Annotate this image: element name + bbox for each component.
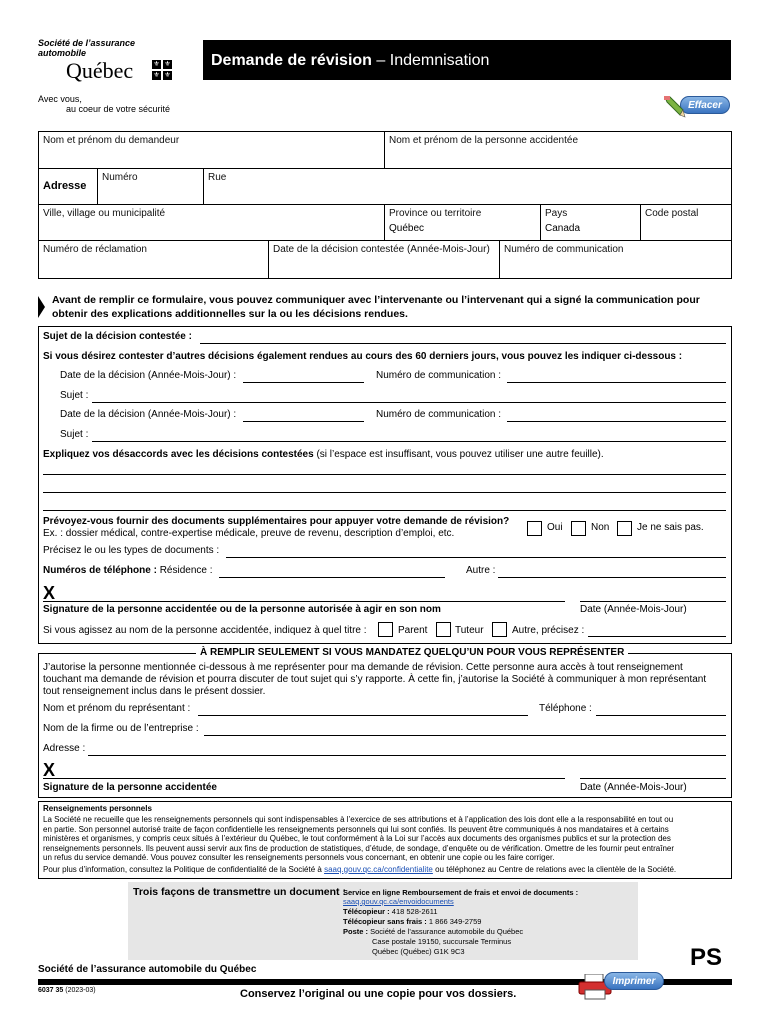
telecopieur-value: 418 528-2611 xyxy=(391,907,438,916)
input-date-decision-2[interactable] xyxy=(243,421,364,422)
form-number-date: (2023-03) xyxy=(63,987,96,994)
label-numero-communication-2: Numéro de communication : xyxy=(376,409,502,420)
input-telephone-residence[interactable] xyxy=(219,577,445,578)
label-ville: Ville, village ou municipalité xyxy=(43,208,166,219)
field-code-postal[interactable] xyxy=(641,205,732,241)
sans-frais-label: Télécopieur sans frais : xyxy=(343,917,427,926)
numeros-tel-bold: Numéros de téléphone : xyxy=(43,565,157,576)
telecopieur-label: Télécopieur : xyxy=(343,907,390,916)
input-date-decision-1[interactable] xyxy=(243,382,364,383)
input-explication-line-3[interactable] xyxy=(43,510,726,511)
label-adresse-representant: Adresse : xyxy=(43,743,86,754)
input-nom-representant[interactable] xyxy=(198,715,528,716)
field-numero[interactable] xyxy=(98,169,204,205)
label-non: Non xyxy=(591,522,610,533)
label-numero-communication-1: Numéro de communication : xyxy=(376,370,502,381)
label-pays: Pays xyxy=(545,208,568,219)
tagline-line-2: au coeur de votre sécurité xyxy=(66,104,171,114)
input-adresse-representant[interactable] xyxy=(88,755,726,756)
label-expliquez xyxy=(43,449,604,460)
telecopieur-line xyxy=(343,907,438,916)
poste-line-2: Case postale 19150, succursale Terminus xyxy=(372,937,512,946)
label-date-signature-2: Date (Année-Mois-Jour) xyxy=(580,782,687,793)
label-autre-telephone: Autre : xyxy=(466,565,496,576)
mandat-section-title: À REMPLIR SEULEMENT SI VOUS MANDATEZ QUELQU’UN POUR VOUS REPRÉSENTER xyxy=(196,647,628,658)
label-precisez-types: Précisez le ou les types de documents : xyxy=(43,545,220,556)
transmettre-title: Trois façons de transmettre un document : xyxy=(133,886,346,898)
input-numero-communication-1[interactable] xyxy=(507,382,726,383)
poste-line-3: Québec (Québec) G1K 9C3 xyxy=(372,947,465,956)
org-line-2: automobile xyxy=(38,48,87,58)
signature-x-mark: X xyxy=(43,583,56,603)
input-explication-line-1[interactable] xyxy=(43,474,726,475)
poste-label: Poste : xyxy=(343,927,369,936)
checkbox-oui[interactable] xyxy=(527,521,542,536)
input-sujet-2[interactable] xyxy=(92,441,726,442)
poste-line xyxy=(343,927,523,936)
imprimer-button[interactable] xyxy=(578,970,668,1002)
label-adresse: Adresse xyxy=(38,169,98,205)
form-number-bold: 6037 35 xyxy=(38,987,64,994)
renseignements-line-1: La Société ne recueille que les renseignements personnels qui sont indispensables à l’exercice de ses attributions et à l’application des lois dont elle a la responsabilité en tout ou xyxy=(43,815,674,824)
field-nom-accidentee[interactable] xyxy=(385,131,732,169)
label-numero: Numéro xyxy=(102,172,138,183)
label-nom-representant: Nom et prénom du représentant : xyxy=(43,703,191,714)
value-province: Québec xyxy=(389,223,425,234)
renseignements-line-5: un refus du service demandé. Vous pouvez consulter les renseignements personnels vous concernant, en obtenir une copie ou les faire corriger. xyxy=(43,853,555,862)
form-title-bar xyxy=(203,40,731,80)
form-title-bold: Demande de révision xyxy=(211,52,372,69)
renseignements-title: Renseignements personnels xyxy=(43,804,152,813)
quebec-logo-text: Québec xyxy=(66,58,134,83)
form-title-rest: – Indemnisation xyxy=(371,52,490,69)
label-date-decision-1: Date de la décision (Année-Mois-Jour) : xyxy=(60,370,237,381)
pencil-eraser-icon xyxy=(662,94,686,118)
label-rue: Rue xyxy=(208,172,227,183)
signature-x-mark-2: X xyxy=(43,760,56,780)
input-telephone-representant[interactable] xyxy=(596,715,726,716)
checkbox-autre-titre[interactable] xyxy=(492,622,507,637)
link-confidentialite[interactable]: saaq.gouv.qc.ca/confidentialite xyxy=(324,864,433,874)
label-sujet-1: Sujet : xyxy=(60,390,89,401)
field-num-communication[interactable] xyxy=(500,241,732,279)
label-code-postal: Code postal xyxy=(645,208,699,219)
label-numeros-telephone xyxy=(43,565,213,576)
label-autres-decisions: Si vous désirez contester d’autres décisions également rendues au cours des 60 derniers jours, vous pouvez les indiquer ci-dessous : xyxy=(43,351,683,362)
sans-frais-value: 1 866 349-2759 xyxy=(428,917,482,926)
input-date-signature-2[interactable] xyxy=(580,778,726,779)
label-residence: Résidence : xyxy=(159,565,213,576)
organization-name xyxy=(38,38,135,58)
label-oui: Oui xyxy=(547,522,563,533)
field-province[interactable] xyxy=(385,205,541,241)
footer-organization: Société de l’assurance automobile du Québec xyxy=(38,964,257,975)
input-numero-communication-2[interactable] xyxy=(507,421,726,422)
input-precisez-types[interactable] xyxy=(226,557,726,558)
effacer-label: Effacer xyxy=(680,96,730,114)
input-explication-line-2[interactable] xyxy=(43,492,726,493)
expliquez-rest: (si l’espace est insuffisant, vous pouvez utiliser une autre feuille). xyxy=(313,449,604,460)
label-parent: Parent xyxy=(398,625,428,636)
link-envoi-documents[interactable]: saaq.gouv.qc.ca/envoidocuments xyxy=(343,897,454,906)
input-signature-accidentee-ou-autorisee[interactable] xyxy=(43,601,565,602)
fleur-de-lis-flag-icon: ⚜ ⚜ ⚜ ⚜ xyxy=(153,61,171,79)
label-signature-accidentee: Signature de la personne accidentée xyxy=(43,782,217,793)
effacer-button[interactable] xyxy=(660,92,732,122)
label-nom-accidentee: Nom et prénom de la personne accidentée xyxy=(389,135,579,146)
tagline-line-1: Avec vous, xyxy=(38,94,82,104)
field-ville[interactable] xyxy=(38,205,385,241)
input-sujet-decision[interactable] xyxy=(200,343,726,344)
tagline xyxy=(38,94,170,114)
label-prevoyez: Prévoyez-vous fournir des documents supplémentaires pour appuyer votre demande de révision? xyxy=(43,516,510,527)
renseignements-line-2: en partie. Son personnel autorisé traite de façon confidentielle les renseignements personnels qui lui sont confiés. Ils peuvent être communiqués à nos mandataires et à certains xyxy=(43,824,669,834)
mandat-para-line-3: tout renseignement inclus dans le présent dossier. xyxy=(43,686,266,697)
input-signature-accidentee[interactable] xyxy=(43,778,565,779)
label-agissez-titre: Si vous agissez au nom de la personne accidentée, indiquez à quel titre : xyxy=(43,625,367,636)
checkbox-parent[interactable] xyxy=(378,622,393,637)
input-autre-precisez[interactable] xyxy=(588,636,726,637)
input-sujet-1[interactable] xyxy=(92,402,726,403)
sans-frais-line xyxy=(343,917,481,926)
renseignements-l6-pre: Pour plus d’information, consultez la Politique de confidentialité de la Société à xyxy=(43,864,325,874)
checkbox-je-ne-sais-pas[interactable] xyxy=(617,521,632,536)
label-num-reclamation: Numéro de réclamation xyxy=(43,244,147,255)
expliquez-bold: Expliquez vos désaccords avec les décisions contestées xyxy=(43,449,314,460)
renseignements-text xyxy=(43,815,727,874)
label-sujet-decision: Sujet de la décision contestée : xyxy=(43,331,192,342)
label-date-decision-contestee: Date de la décision contestée (Année-Mois-Jour) xyxy=(273,244,490,255)
mandat-para-line-2: touchant ma demande de révision et pourra discuter de tout sujet qui s’y rapporte. À cette fin, j’autorise la Société à communiquer à mon représentant xyxy=(43,674,707,685)
label-date-signature-1: Date (Année-Mois-Jour) xyxy=(580,604,687,615)
label-je-ne-sais-pas: Je ne sais pas. xyxy=(637,522,704,533)
label-date-decision-2: Date de la décision (Année-Mois-Jour) : xyxy=(60,409,237,420)
renseignements-line-3: ministères et organismes, y compris ceux situés à l’extérieur du Québec, le tout conformément à la Loi sur l’accès aux documents des organismes publics et sur la protection des xyxy=(43,834,671,843)
form-number xyxy=(38,987,96,994)
input-telephone-autre[interactable] xyxy=(498,577,726,578)
renseignements-line-6 xyxy=(43,865,727,875)
renseignements-line-4: renseignements personnels. Ils peuvent aussi servir aux fins de production de statistiques, d’étude, de sondage, d’enquête ou de vérification. Omettre de les fournir peut entraîner xyxy=(43,843,675,853)
label-province: Province ou territoire xyxy=(389,208,482,219)
label-nom-demandeur: Nom et prénom du demandeur xyxy=(43,135,180,146)
renseignements-l6-post: ou téléphonez au Centre de relations avec la clientèle de la Société. xyxy=(432,864,677,874)
field-nom-demandeur[interactable] xyxy=(38,131,385,169)
field-pays[interactable] xyxy=(541,205,641,241)
imprimer-label: Imprimer xyxy=(604,972,664,990)
label-autre-precisez: Autre, précisez : xyxy=(512,625,585,636)
mandat-para-line-1: J’autorise la personne mentionnée ci-dessous à me représenter pour ma demande de révision. Cette personne aura accès à tout renseignement xyxy=(43,662,683,673)
input-date-signature-1[interactable] xyxy=(580,601,726,602)
field-rue[interactable] xyxy=(204,169,732,205)
form-code-ps: PS xyxy=(690,944,723,971)
value-pays: Canada xyxy=(545,223,581,234)
label-signature-accidentee-ou: Signature de la personne accidentée ou de la personne autorisée à agir en son nom xyxy=(43,604,441,615)
mandat-paragraph xyxy=(43,662,706,698)
label-exemples: Ex. : dossier médical, contre-expertise médicale, preuve de revenu, description d’emploi, etc. xyxy=(43,528,455,539)
service-label: Service en ligne Remboursement de frais et envoi de documents : xyxy=(343,888,579,897)
label-firme: Nom de la firme ou de l’entreprise : xyxy=(43,723,199,734)
intro-arrow-icon xyxy=(38,296,45,318)
input-firme[interactable] xyxy=(204,735,726,736)
label-telephone-representant: Téléphone : xyxy=(539,703,592,714)
checkbox-non[interactable] xyxy=(571,521,586,536)
field-date-decision-contestee[interactable] xyxy=(269,241,500,279)
label-sujet-2: Sujet : xyxy=(60,429,89,440)
intro-text: Avant de remplir ce formulaire, vous pouvez communiquer avec l’intervenante ou l’intervenant qui a signé la communication pour obtenir des explications additionnelles sur la ou les décisions rendues. xyxy=(52,294,700,320)
field-num-reclamation[interactable] xyxy=(38,241,269,279)
poste-line-1: Société de l’assurance automobile du Québec xyxy=(370,927,524,936)
checkbox-tuteur[interactable] xyxy=(436,622,451,637)
label-tuteur: Tuteur xyxy=(455,625,484,636)
footer-keep-copy: Conservez l’original ou une copie pour vos dossiers. xyxy=(240,988,517,1000)
org-line-1: Société de l’assurance xyxy=(38,38,136,48)
label-num-communication: Numéro de communication xyxy=(504,244,624,255)
